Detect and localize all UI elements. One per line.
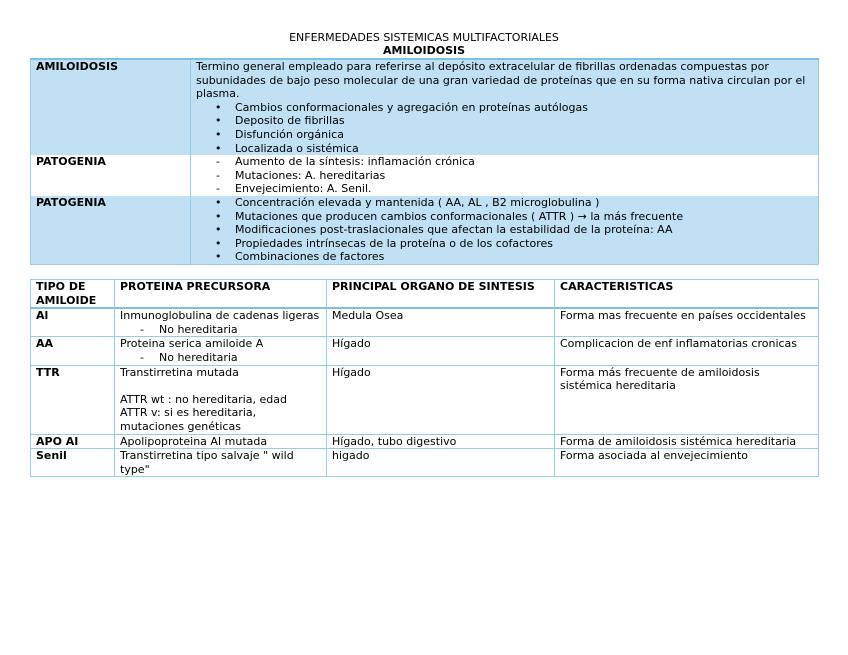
cell-proteina: Transtirretina tipo salvaje " wild type" bbox=[115, 449, 327, 477]
label-patogenia-1: PATOGENIA bbox=[31, 155, 191, 196]
list-item: • Propiedades intrínsecas de la proteína o de los cofactores bbox=[235, 237, 814, 251]
header-proteina: PROTEINA PRECURSORA bbox=[115, 280, 327, 309]
cell-organo: Medula Osea bbox=[327, 308, 555, 337]
cell-caracteristicas: Forma mas frecuente en países occidentales bbox=[555, 308, 819, 337]
list-item: • Deposito de fibrillas bbox=[235, 114, 814, 128]
proteina-text: Inmunoglobulina de cadenas ligeras bbox=[120, 309, 320, 323]
cell-caracteristicas: Forma asociada al envejecimiento bbox=[555, 449, 819, 477]
cell-proteina bbox=[115, 365, 327, 434]
list-item: - Envejecimiento: A. Senil. bbox=[235, 182, 814, 196]
label-patogenia-2: PATOGENIA bbox=[31, 196, 191, 264]
list-item: • Concentración elevada y mantenida ( AA, AL , B2 microglobulina ) bbox=[235, 196, 814, 210]
document-subtitle: AMILOIDOSIS bbox=[382, 44, 466, 57]
table-row bbox=[31, 449, 819, 477]
cell-caracteristicas: Forma de amiloidosis sistémica hereditaria bbox=[555, 434, 819, 449]
header-caracteristicas: CARACTERISTICAS bbox=[555, 280, 819, 309]
cell-tipo: TTR bbox=[31, 365, 115, 434]
cell-tipo: AA bbox=[31, 337, 115, 365]
proteina-sub-list bbox=[120, 323, 322, 337]
cell-patogenia-2 bbox=[191, 196, 819, 264]
cell-organo: Hígado bbox=[327, 337, 555, 365]
cell-tipo: Al bbox=[31, 308, 115, 337]
table-row bbox=[31, 308, 819, 337]
label-amiloidosis: AMILOIDOSIS bbox=[31, 59, 191, 155]
amiloidosis-bullet-list bbox=[196, 101, 814, 155]
cell-organo: higado bbox=[327, 449, 555, 477]
proteina-sub-list bbox=[120, 351, 322, 365]
list-item: • Modificaciones post-traslacionales que afectan la estabilidad de la proteína: AA bbox=[235, 223, 814, 237]
spacer bbox=[120, 379, 322, 393]
cell-organo: Hígado, tubo digestivo bbox=[327, 434, 555, 449]
table-row bbox=[31, 337, 819, 365]
cell-caracteristicas: Complicacion de enf inflamatorias cronicas bbox=[555, 337, 819, 365]
proteina-note: ATTR wt : no hereditaria, edad bbox=[120, 392, 287, 406]
table-row bbox=[31, 434, 819, 449]
cell-proteina bbox=[115, 337, 327, 365]
list-item: - No hereditaria bbox=[159, 323, 322, 337]
cell-amiloidosis-definition bbox=[191, 59, 819, 155]
table-header-row bbox=[31, 280, 819, 309]
row-patogenia-1 bbox=[31, 155, 819, 196]
header-tipo: TIPO DE AMILOIDE bbox=[31, 280, 115, 309]
list-item: • Cambios conformacionales y agregación en proteínas autólogas bbox=[235, 101, 814, 115]
cell-tipo: APO AI bbox=[31, 434, 115, 449]
document-title: ENFERMEDADES SISTEMICAS MULTIFACTORIALES bbox=[289, 31, 559, 44]
cell-proteina bbox=[115, 308, 327, 337]
proteina-note: ATTR v: si es hereditaria, mutaciones genéticas bbox=[120, 406, 257, 433]
amiloidosis-definition-text: Termino general empleado para referirse al depósito extracelular de fibrillas ordenadas compuestas por subunidades de bajo peso molecular de una gran variedad de proteínas que en su forma nativa circulan por el plasma. bbox=[196, 60, 806, 101]
definitions-table bbox=[30, 58, 819, 265]
row-amiloidosis bbox=[31, 59, 819, 155]
proteina-text: Proteina serica amiloide A bbox=[120, 337, 264, 351]
row-patogenia-2 bbox=[31, 196, 819, 264]
cell-organo: Hígado bbox=[327, 365, 555, 434]
list-item: - Aumento de la síntesis: inflamación crónica bbox=[235, 155, 814, 169]
cell-proteina: Apolipoproteina AI mutada bbox=[115, 434, 327, 449]
cell-patogenia-1 bbox=[191, 155, 819, 196]
patogenia-2-bullet-list bbox=[196, 196, 814, 264]
list-item: • Localizada o sistémica bbox=[235, 142, 814, 156]
list-item: - Mutaciones: A. hereditarias bbox=[235, 169, 814, 183]
patogenia-1-dash-list bbox=[196, 155, 814, 196]
proteina-text: Transtirretina mutada bbox=[120, 365, 239, 379]
header-organo: PRINCIPAL ORGANO DE SINTESIS bbox=[327, 280, 555, 309]
list-item: • Combinaciones de factores bbox=[235, 250, 814, 264]
table-row bbox=[31, 365, 819, 434]
list-item: • Disfunción orgánica bbox=[235, 128, 814, 142]
cell-caracteristicas: Forma más frecuente de amiloidosis sistémica hereditaria bbox=[555, 365, 819, 434]
list-item: • Mutaciones que producen cambios conformacionales ( ATTR ) → la más frecuente bbox=[235, 210, 814, 224]
cell-tipo: Senil bbox=[31, 449, 115, 477]
list-item: - No hereditaria bbox=[159, 351, 322, 365]
amyloid-types-table bbox=[30, 279, 819, 477]
